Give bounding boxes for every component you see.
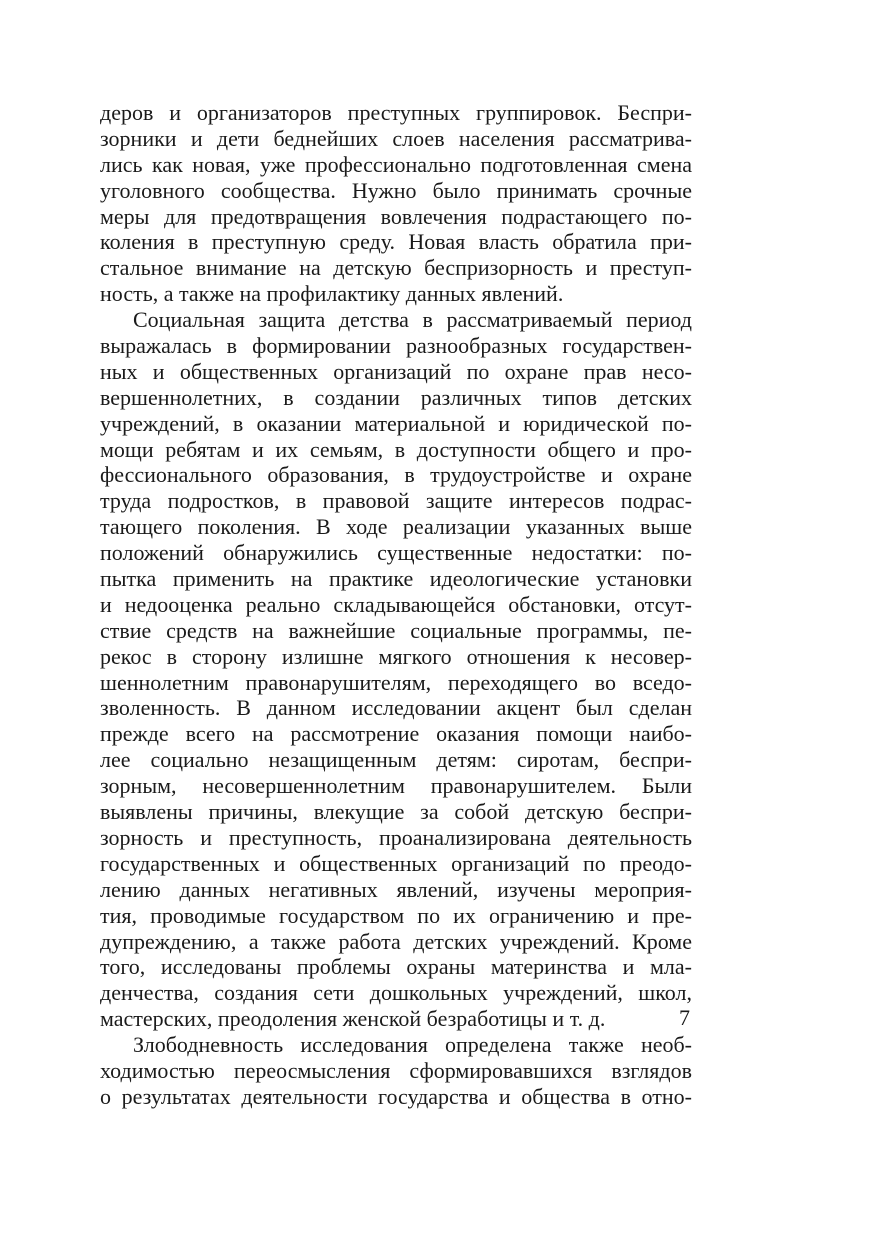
text-line: деров и организаторов преступных группировок. Беспри- [100,100,692,125]
text-line: ных и общественных организаций по охране прав несо- [100,358,692,384]
text-line: того, исследованы проблемы охраны материнства и мла- [100,954,692,980]
text-line: фессионального образования, в трудоустройстве и охране [100,462,692,488]
paragraph [100,1032,692,1110]
text-line: лись как новая, уже профессионально подготовленная смена [100,151,692,177]
text-line: ходимостью переосмысления сформировавшихся взглядов [100,1057,692,1083]
text-line: ствие средств на важнейшие социальные программы, пе- [100,617,692,643]
text-line: прежде всего на рассмотрение оказания помощи наибо- [100,721,692,747]
text-line: тия, проводимые государством по их ограничению и пре- [100,902,692,928]
body-text [100,100,692,1110]
text-line: рекос в сторону излишне мягкого отношения к несовер- [100,643,692,669]
text-line: лению данных негативных явлений, изучены мероприя- [100,876,692,902]
text-line: дупреждению, а также работа детских учреждений. Кроме [100,928,692,954]
text-line: стальное внимание на детскую беспризорность и преступ- [100,255,692,281]
text-line: труда подростков, в правовой защите интересов подрас- [100,488,692,514]
paragraph [100,307,692,1032]
text-line: учреждений, в оказании материальной и юридической по- [100,410,692,436]
text-line: уголовного сообщества. Нужно было принимать срочные [100,177,692,203]
text-line: тающего поколения. В ходе реализации указанных выше [100,514,692,540]
text-line: Злободневность исследования определена также необ- [133,1032,692,1058]
text-line: зорность и преступность, проанализирована деятельность [100,824,692,850]
paragraph [100,100,692,307]
text-line: зорники и дети беднейших слоев населения рассматрива- [100,125,692,151]
text-line: меры для предотвращения вовлечения подрастающего по- [100,203,692,229]
text-line: мастерских, преодоления женской безработицы и т. д. [100,1006,606,1032]
text-line: денчества, создания сети дошкольных учреждений, школ, [100,980,692,1006]
text-line: зволенность. В данном исследовании акцент был сделан [100,695,692,721]
text-line: шеннолетним правонарушителям, переходящего во вседо- [100,669,692,695]
text-line: мощи ребятам и их семьям, в доступности общего и про- [100,436,692,462]
text-line: Социальная защита детства в рассматриваемый период [133,307,692,333]
text-line: лее социально незащищенным детям: сиротам, беспри- [100,747,692,773]
text-line: пытка применить на практике идеологические установки [100,566,692,592]
text-line: государственных и общественных организаций по преодо- [100,850,692,876]
page-number: 7 [679,1005,690,1030]
text-line: выражалась в формировании разнообразных государствен- [100,333,692,359]
text-line: положений обнаружились существенные недостатки: по- [100,540,692,566]
text-line: выявлены причины, влекущие за собой детскую беспри- [100,799,692,825]
text-line: зорным, несовершеннолетним правонарушителем. Были [100,773,692,799]
text-line: ность, а также на профилактику данных явлений. [100,281,564,307]
text-line: о результатах деятельности государства и общества в отно- [100,1083,692,1109]
text-line: и недооценка реально складывающейся обстановки, отсут- [100,591,692,617]
text-line: вершеннолетних, в создании различных типов детских [100,384,692,410]
text-line: коления в преступную среду. Новая власть обратила при- [100,229,692,255]
